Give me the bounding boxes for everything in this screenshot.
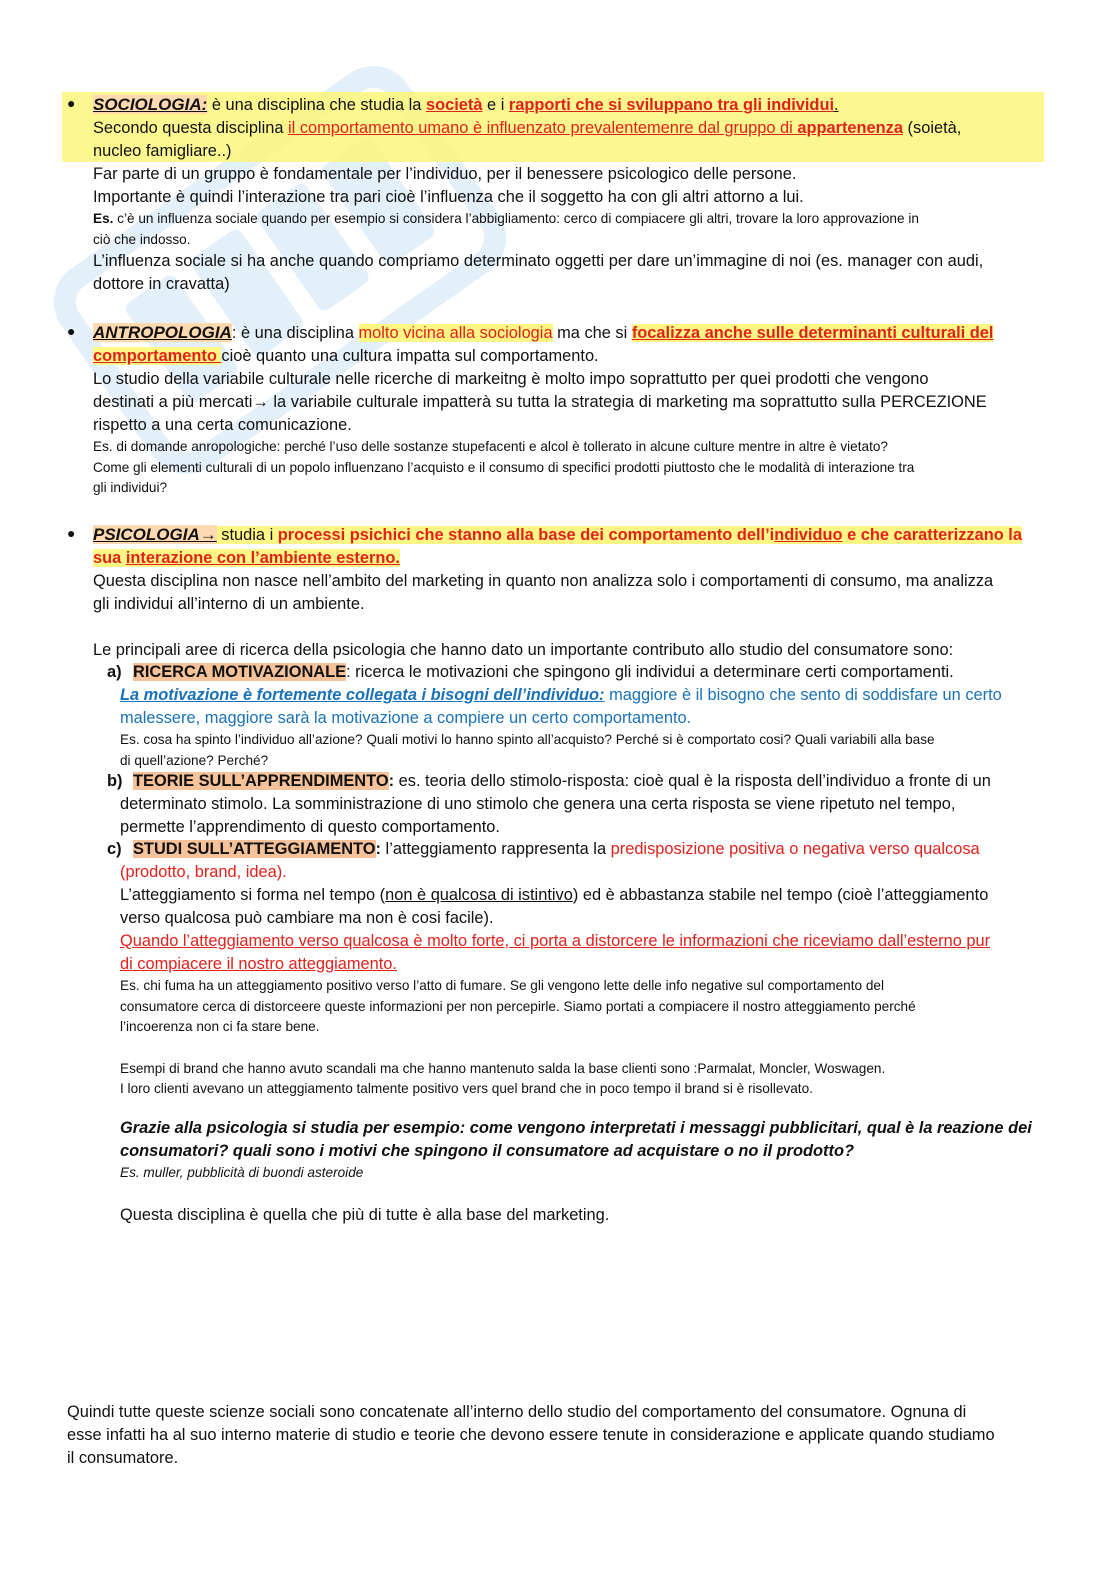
- arrow-right-icon: →: [199, 525, 217, 544]
- spacer: [93, 616, 1053, 639]
- bullet-icon: ●: [67, 323, 76, 339]
- psicologia-line-3: Questa disciplina non nasce nell’ambito del marketing in quanto non analizza solo i comportamenti di consumo, ma analizza: [93, 572, 994, 590]
- section-antropologia: [93, 321, 1053, 499]
- sociologia-example-cont: ciò che indosso.: [93, 231, 191, 247]
- antropologia-title: ANTROPOLOGIA: [93, 323, 232, 342]
- antropologia-line-1: ANTROPOLOGIA: è una disciplina molto vicina alla sociologia ma che si focalizza anche sulle determinanti culturali del: [93, 323, 994, 342]
- sociologia-line-7: dottore in cravatta): [93, 275, 230, 293]
- psicologia-summary: Grazie alla psicologia si studia per esempio: come vengono interpretati i messaggi pubblicitari, qual è la reazione dei consumatori? quali sono i motivi che spingono il consumatore ad acquistare o no il prodotto? Es. muller, pubblicità di buondi asteroide Questa disciplina è quella che più di tutte è alla base del marketing.: [120, 1119, 1032, 1224]
- psicologia-intro: Le principali aree di ricerca della psicologia che hanno dato un importante contributo allo studio del consumatore sono:: [93, 641, 954, 659]
- antropologia-line-2: comportamento cioè quanto una cultura impatta sul comportamento.: [93, 347, 599, 365]
- sociologia-line-2: Secondo questa disciplina il comportamento umano è influenzato prevalentemenre dal gruppo di appartenenza (soietà,: [93, 119, 962, 137]
- psicologia-line-4: gli individui all’interno di un ambiente.: [93, 595, 365, 613]
- antropologia-line-5: rispetto a una certa comunicazione.: [93, 416, 352, 434]
- sociologia-example: Es. c’è un influenza sociale quando per esempio si considera l’abbigliamento: cerco di compiacere gli altri, trovare la loro approvazione in: [93, 211, 919, 226]
- subsection-a: [107, 661, 1047, 771]
- subsection-b-line-1: b) TEORIE SULL’APPRENDIMENTO: es. teoria dello stimolo-risposta: cioè qual è la risposta dell’individuo a fronte di un: [107, 772, 991, 790]
- antropologia-line-3: Lo studio della variabile culturale nelle ricerche di markeitng è molto impo soprattutto per quei prodotti che vengono: [93, 370, 929, 388]
- psicologia-line-1: PSICOLOGIA→ studia i processi psichici che stanno alla base dei comportamento dell’individuo e che caratterizzano la: [93, 525, 1022, 544]
- antropologia-line-4: destinati a più mercati→ la variabile culturale impatterà su tutta la strategia di marketing ma soprattutto sulla PERCEZIONE: [93, 393, 987, 411]
- bullet-icon: ●: [67, 95, 76, 111]
- bullet-icon: ●: [67, 525, 76, 541]
- psicologia-title: PSICOLOGIA→: [93, 525, 217, 544]
- conclusion: Quindi tutte queste scienze sociali sono concatenate all’interno dello studio del comportamento del consumatore. Ognuna di esse infatti ha al suo interno materie di studio e teorie che devono essere tenute in considerazione e applicate quando studiamo il consumatore.: [67, 1403, 995, 1467]
- subsection-b-body: determinato stimolo. La somministrazione di uno stimolo che genera una certa risposta se viene ripetuto nel tempo, permette l’apprendimento di questo comportamento.: [120, 795, 956, 836]
- sociologia-line-3: nucleo famigliare..): [93, 142, 232, 160]
- antropologia-example-1: Es. di domande anropologiche: perché l’uso delle sostanze stupefacenti e alcol è tollerato in alcune culture mentre in altre è vietato?: [93, 439, 888, 454]
- subsection-b: [107, 770, 1047, 839]
- arrow-right-icon: →: [252, 393, 274, 411]
- sociologia-line-6: L’influenza sociale si ha anche quando compriamo determinato oggetti per dare un’immagine di noi (es. manager con audi,: [93, 252, 984, 270]
- antropologia-example-3: gli individui?: [93, 480, 168, 495]
- sociologia-line-1: SOCIOLOGIA: è una disciplina che studia la società e i rapporti che si sviluppano tra gli individui.: [93, 95, 839, 114]
- sociologia-line-4: Far parte di un gruppo è fondamentale per l’individuo, per il benessere psicologico delle persone.: [93, 165, 797, 183]
- subsection-a-line-1: a) RICERCA MOTIVAZIONALE: ricerca le motivazioni che spingono gli individui a determinare certi comportamenti.: [107, 663, 954, 681]
- subsection-c-body: (prodotto, brand, idea). L’atteggiamento si forma nel tempo (non è qualcosa di istintivo) ed è abbastanza stabile nel tempo (cioè l’atteggiamento verso qualcosa può cambiare ma non è cosi facile). Quando l’atteggiamento verso qualcosa è molto forte, ci porta a distorcere le informazioni che riceviamo dall’esterno pur di compiacere il nostro atteggiamento. Es. chi fuma ha un atteggiamento positivo verso l’atto di fumare. Se gli vengono lette delle info negative sul comportamento del consumatore cerca di distorceere queste informazioni per non percepirle. Siamo portati a compiacere il nostro atteggiamento perché l’incoerenza non ci fa stare bene. Esempi di brand che hanno avuto scandali ma che hanno mantenuto salda la base clienti sono :Parmalat, Moncler, Woswagen. I loro clienti avevano un atteggiamento talmente positivo vers quel brand che in poco tempo il brand si è risollevato.: [120, 863, 991, 1096]
- sociologia-line-5: Importante è quindi l’interazione tra pari cioè l’influenza che il soggetto ha con gli altri attorno a lui.: [93, 188, 804, 206]
- section-sociologia: [93, 93, 1053, 296]
- psicologia-line-2: sua interazione con l’ambiente esterno.: [93, 549, 400, 567]
- subsection-c: [107, 838, 1047, 1100]
- antropologia-example-2: Come gli elementi culturali di un popolo influenzano l’acquisto e il consumo di specifici prodotti piuttosto che le modalità di interazione tra: [93, 459, 915, 475]
- section-psicologia: [93, 523, 1053, 662]
- sociologia-title: SOCIOLOGIA:: [93, 95, 208, 114]
- subsection-c-line-1: c) STUDI SULL’ATTEGGIAMENTO: l’atteggiamento rappresenta la predisposizione positiva o negativa verso qualcosa: [107, 840, 980, 858]
- subsection-a-body: La motivazione è fortemente collegata i bisogni dell’individuo: maggiore è il bisogno che sento di soddisfare un certo malessere, maggiore sarà la motivazione a compiere un certo comportamento. Es. cosa ha spinto l’individuo all’azione? Quali motivi lo hanno spinto all’acquisto? Perché si è comportato cosi? Quali variabili alla base di quell’azione? Perché?: [120, 686, 1002, 768]
